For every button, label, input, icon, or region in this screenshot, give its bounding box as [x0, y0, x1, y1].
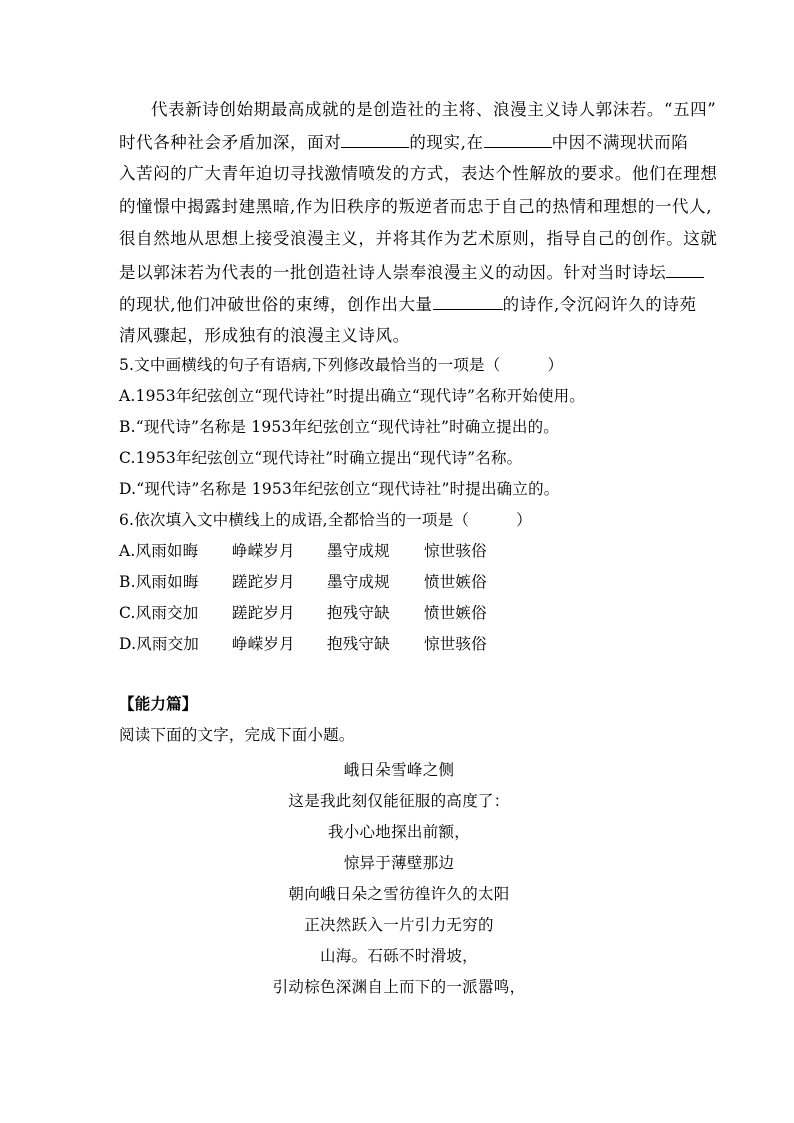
passage-line-3: [119, 164, 718, 184]
option-idiom: B.风雨如晦: [119, 573, 199, 591]
question-6-option-d: [119, 634, 679, 654]
poem-line: 山海。石砾不时滑坡，: [319, 947, 478, 965]
option-idiom: 峥嵘岁月: [232, 635, 295, 653]
question-5-option-d: D.“现代诗”名称是 1953年纪弦创立“现代诗社”时提出确立的。: [119, 480, 560, 498]
fill-blank-3: [666, 262, 704, 278]
passage-text: 清风骤起，形成独有的浪漫主义诗风。: [119, 326, 410, 345]
option-idiom: 蹉跎岁月: [232, 604, 295, 622]
passage-text: 时代各种社会矛盾加深，面对: [119, 133, 342, 152]
option-idiom: 惊世骇俗: [424, 635, 487, 653]
question-6-option-b: [119, 572, 679, 592]
poem-line: 朝向峨日朵之雪彷徨许久的太阳: [288, 885, 510, 903]
passage-line-2: [119, 132, 689, 153]
question-5-stem: 5.文中画横线的句子有语病,下列修改最恰当的一项是（ ）: [119, 356, 564, 374]
option-idiom: D.风雨交加: [119, 635, 200, 653]
passage-text: 的现状,他们冲破世俗的束缚，创作出大量: [119, 295, 433, 314]
question-5-option-a: A.1953年纪弦创立“现代诗社”时提出确立“现代诗”名称开始使用。: [119, 387, 586, 405]
option-idiom: 蹉跎岁月: [232, 573, 295, 591]
question-6-stem: 6.依次填入文中横线上的成语,全都恰当的一项是（ ）: [119, 511, 532, 529]
poem-line: 惊异于薄壁那边: [343, 854, 455, 872]
passage-line-7: [119, 294, 697, 315]
option-idiom: 墨守成规: [327, 542, 390, 560]
option-idiom: 墨守成规: [327, 573, 390, 591]
option-idiom: 惊世骇俗: [424, 542, 487, 560]
question-5-option-b: B.“现代诗”名称是 1953年纪弦创立“现代诗社”时确立提出的。: [119, 418, 559, 436]
passage-line-4: [119, 197, 713, 217]
passage-text: 入苦闷的广大青年迫切寻找激情喷发的方式，表达个性解放的要求。他们在理想: [119, 164, 718, 183]
section-instruction: 阅读下面的文字，完成下面小题。: [119, 726, 355, 744]
question-5-option-c: C.1953年纪弦创立“现代诗社”时确立提出“现代诗”名称。: [119, 449, 523, 467]
option-idiom: 峥嵘岁月: [232, 542, 295, 560]
passage-line-5: [119, 229, 718, 249]
question-6-option-a: [119, 541, 679, 561]
option-idiom: 愤世嫉俗: [424, 604, 487, 622]
poem-line: 这是我此刻仅能征服的高度了：: [288, 792, 510, 810]
passage-text: 的现实,在: [409, 133, 484, 152]
passage-text: 很自然地从思想上接受浪漫主义，并将其作为艺术原则，指导自己的创作。这就: [119, 229, 718, 248]
section-title: 【能力篇】: [119, 694, 198, 713]
fill-blank-2: [484, 132, 552, 148]
poem-title: 峨日朵雪峰之侧: [343, 761, 455, 779]
option-idiom: 抱残守缺: [327, 635, 390, 653]
poem-line: 引动棕色深渊自上而下的一派嚣鸣，: [272, 978, 526, 996]
passage-text: 的诗作,令沉闷许久的诗苑: [502, 295, 697, 314]
option-idiom: 抱残守缺: [327, 604, 390, 622]
option-idiom: A.风雨如晦: [119, 542, 199, 560]
passage-text: 中因不满现状而陷: [551, 133, 689, 152]
poem-line: 我小心地探出前额，: [327, 823, 471, 841]
poem-line: 正决然跃入一片引力无穷的: [304, 916, 494, 934]
fill-blank-1: [341, 132, 409, 148]
question-6-option-c: [119, 603, 679, 623]
passage-line-6: [119, 262, 679, 283]
passage-line-8: [119, 326, 679, 346]
passage-text: 的憧憬中揭露封建黑暗,作为旧秩序的叛逆者而忠于自己的热情和理想的一代人,: [119, 197, 713, 216]
passage-text: 代表新诗创始期最高成就的是创造社的主将、浪漫主义诗人郭沫若。“五四”: [151, 100, 717, 119]
fill-blank-4: [433, 294, 503, 310]
passage-line-1: [119, 100, 717, 120]
passage-text: 是以郭沫若为代表的一批创造社诗人崇奉浪漫主义的动因。针对当时诗坛: [119, 263, 667, 282]
option-idiom: 愤世嫉俗: [424, 573, 487, 591]
option-idiom: C.风雨交加: [119, 604, 199, 622]
